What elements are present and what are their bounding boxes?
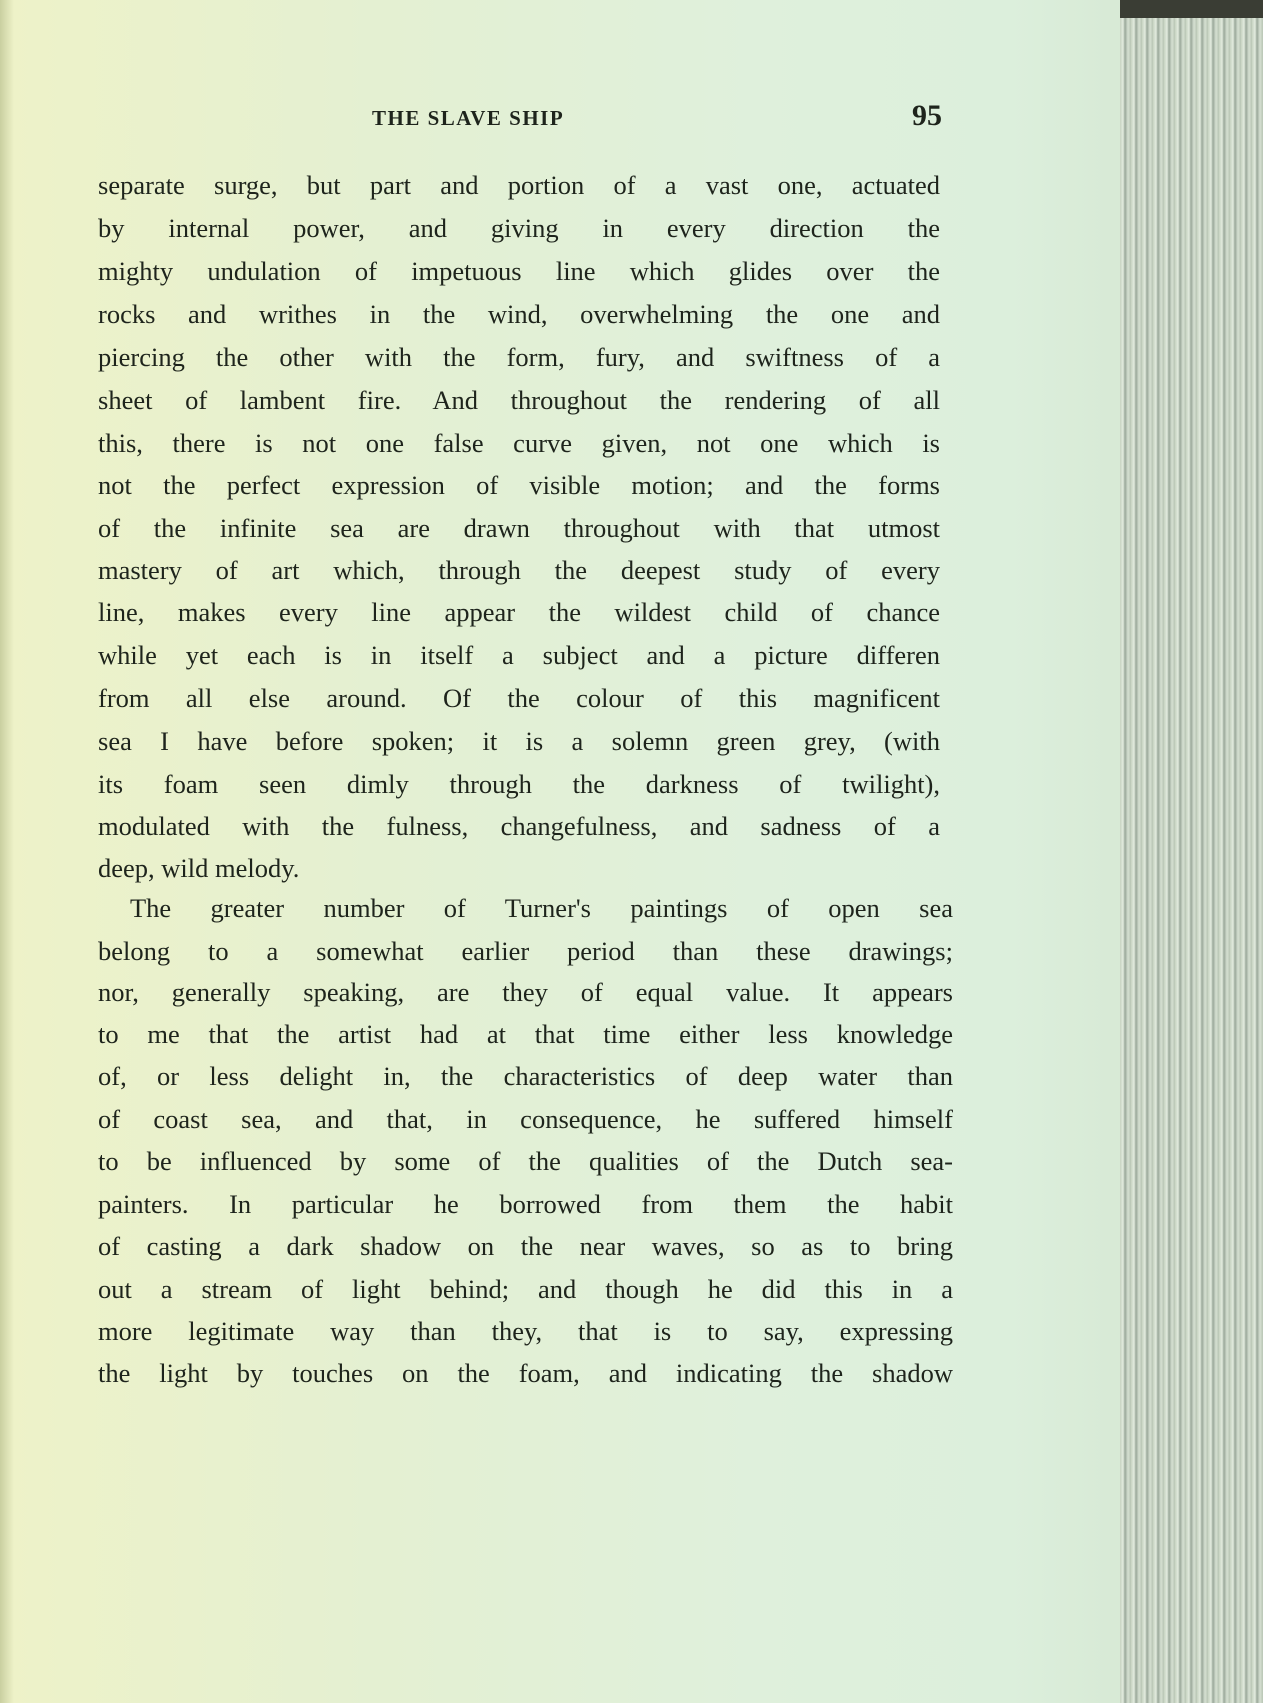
text-line: deep, wild melody. xyxy=(98,853,300,883)
text-line: of the infinite sea are drawn throughout with that utmost xyxy=(98,513,940,543)
text-line: sheet of lambent fire. And throughout the rendering of all xyxy=(98,385,940,415)
text-line: not the perfect expression of visible motion; and the forms xyxy=(98,470,940,500)
text-line: to me that the artist had at that time either less knowledge xyxy=(98,1019,953,1049)
text-line: The greater number of Turner's paintings of open sea xyxy=(130,893,953,923)
text-line: the light by touches on the foam, and indicating the shadow xyxy=(98,1358,953,1388)
text-line: while yet each is in itself a subject and a picture differen xyxy=(98,640,940,670)
text-line: of coast sea, and that, in consequence, he suffered himself xyxy=(98,1104,953,1134)
text-line: its foam seen dimly through the darkness of twilight), xyxy=(98,769,940,799)
running-title: THE SLAVE SHIP xyxy=(372,106,565,130)
text-line: rocks and writhes in the wind, overwhelming the one and xyxy=(98,299,940,329)
text-line: out a stream of light behind; and though he did this in a xyxy=(98,1274,953,1304)
text-line: by internal power, and giving in every direction the xyxy=(98,213,940,243)
text-line: painters. In particular he borrowed from them the habit xyxy=(98,1189,953,1219)
page-stack-shadow xyxy=(1120,0,1263,18)
page-stack-edge xyxy=(1120,0,1263,1703)
text-line: mastery of art which, through the deepest study of every xyxy=(98,555,940,585)
text-line: of, or less delight in, the characteristics of deep water than xyxy=(98,1061,953,1091)
text-line: nor, generally speaking, are they of equal value. It appears xyxy=(98,977,953,1007)
text-line: modulated with the fulness, changefulness, and sadness of a xyxy=(98,811,940,841)
page-header xyxy=(92,96,942,136)
text-line: of casting a dark shadow on the near waves, so as to bring xyxy=(98,1231,953,1261)
text-line: more legitimate way than they, that is to say, expressing xyxy=(98,1316,953,1346)
text-line: to be influenced by some of the qualities of the Dutch sea- xyxy=(98,1146,953,1176)
text-line: piercing the other with the form, fury, and swiftness of a xyxy=(98,342,940,372)
page-number: 95 xyxy=(912,99,942,132)
text-line: from all else around. Of the colour of this magnificent xyxy=(98,683,940,713)
text-line: sea I have before spoken; it is a solemn green grey, (with xyxy=(98,726,940,756)
text-line: belong to a somewhat earlier period than these drawings; xyxy=(98,936,953,966)
text-line: line, makes every line appear the wildest child of chance xyxy=(98,597,940,627)
text-line: separate surge, but part and portion of a vast one, actuated xyxy=(98,170,940,200)
text-line: mighty undulation of impetuous line which glides over the xyxy=(98,256,940,286)
book-spine-edge xyxy=(0,0,14,1703)
text-line: this, there is not one false curve given, not one which is xyxy=(98,428,940,458)
